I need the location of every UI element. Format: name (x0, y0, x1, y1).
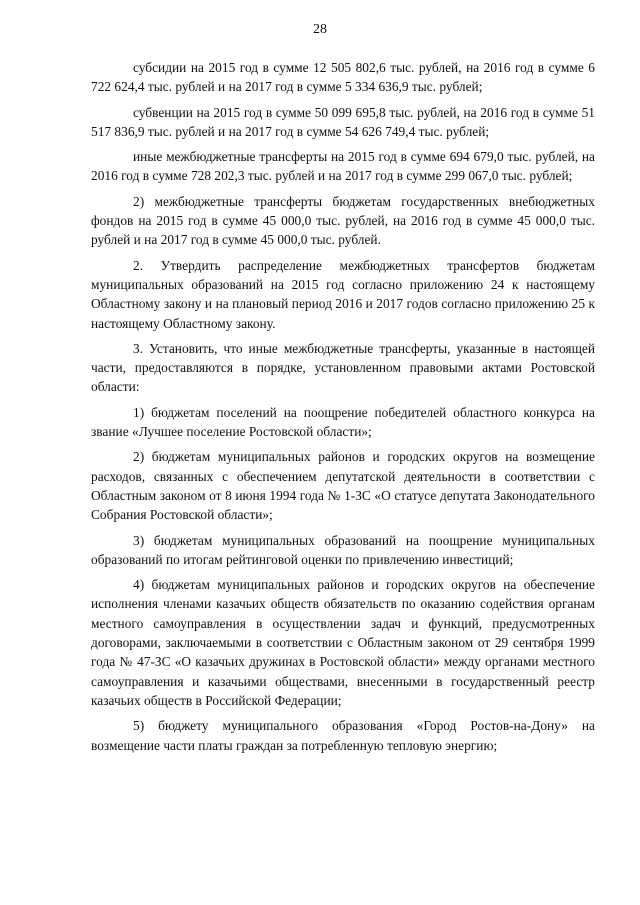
paragraph-extrabudgetary-funds: 2) межбюджетные трансферты бюджетам государственных внебюджетных фондов на 2015 год в сумме 45 000,0 тыс. рублей, на 2016 год в сумме 45 000,0 тыс. рублей и на 2017 год в сумме 45 000,0 тыс. рублей. (91, 193, 595, 248)
paragraph-subitem-4: 4) бюджетам муниципальных районов и городских округов на обеспечение исполнения членами казачьих обществ обязательств по оказанию содействия органам местного самоуправления в осуществлении задач и функций, предусмотренных договорами, заключаемыми в соответствии с Областным законом от 29 сентября 1999 года № 47-ЗС «О казачьих дружинах в Ростовской области» между органами местного самоуправления и казачьими обществами, внесенными в государственный реестр казачьих обществ в Российской Федерации; (91, 577, 595, 708)
paragraph-other-transfers: иные межбюджетные трансферты на 2015 год в сумме 694 679,0 тыс. рублей, на 2016 год в сумме 728 202,3 тыс. рублей и на 2017 год в сумме 299 067,0 тыс. рублей; (91, 149, 595, 184)
paragraph-subitem-5: 5) бюджету муниципального образования «Город Ростов-на-Дону» на возмещение части платы граждан за потребленную тепловую энергию; (91, 718, 595, 753)
paragraph-subitem-1: 1) бюджетам поселений на поощрение победителей областного конкурса на звание «Лучшее поселение Ростовской области»; (91, 404, 595, 440)
paragraph-subitem-2: 2) бюджетам муниципальных районов и городских округов на возмещение расходов, связанных с обеспечением депутатской деятельности в соответствии с Областным законом от 8 июня 1994 года № 1-ЗС «О статусе депутата Законодательного Собрания Ростовской области»; (91, 449, 595, 523)
paragraph-item-3-intro: 3. Установить, что иные межбюджетные трансферты, указанные в настоящей части, предоставляются в порядке, установленном правовыми актами Ростовской области: (91, 340, 595, 395)
paragraph-subitem-3: 3) бюджетам муниципальных образований на поощрение муниципальных образований по итогам рейтинговой оценки по привлечению инвестиций; (91, 532, 595, 567)
paragraph-item-2-distribution: 2. Утвердить распределение межбюджетных трансфертов бюджетам муниципальных образований на 2015 год согласно приложению 24 к настоящему Областному закону и на плановый период 2016 и 2017 годов согласно приложению 25 к настоящему Областному закону. (91, 257, 595, 331)
paragraph-subventions: субвенции на 2015 год в сумме 50 099 695,8 тыс. рублей, на 2016 год в сумме 51 517 836,9 тыс. рублей и на 2017 год в сумме 54 626 749,4 тыс. рублей; (91, 104, 595, 139)
page-number: 28 (313, 22, 327, 37)
paragraph-subsidies: субсидии на 2015 год в сумме 12 505 802,6 тыс. рублей, на 2016 год в сумме 6 722 624,4 тыс. рублей и на 2017 год в сумме 5 334 636,9 тыс. рублей; (91, 60, 595, 95)
document-body (91, 58, 595, 761)
